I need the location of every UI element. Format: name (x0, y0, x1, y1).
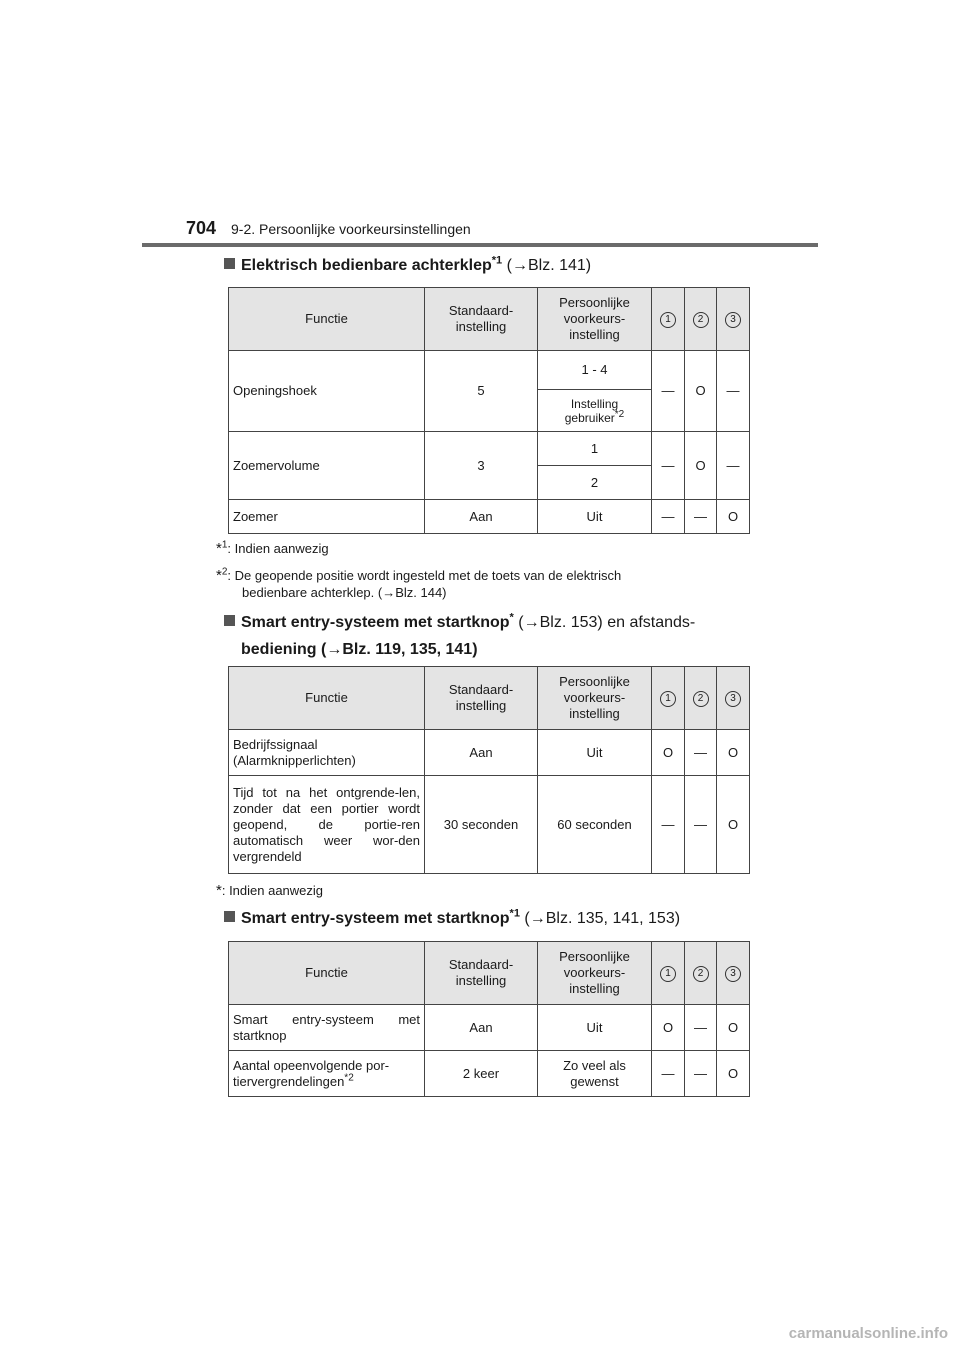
footnote-3: *: Indien aanwezig (216, 882, 324, 899)
table-smart-entry: Functie Standaard-instelling Persoonlijke voorkeurs-instelling 1 2 3 Smart entry-systeem met startknop Aan Uit O — O Aantal opeenvolgende por-tiervergrendelingen$^{*2}$ 2 keer Zo veel als gewenst — — O (228, 941, 750, 1097)
circled-2-icon: 2 (693, 966, 709, 982)
square-bullet-icon (224, 615, 235, 626)
watermark: carmanualsonline.info (788, 1325, 948, 1342)
table-row: Aantal opeenvolgende por-tiervergrendelingen$^{*2}$ 2 keer Zo veel als gewenst — — O (229, 1051, 750, 1097)
table-row: Zoemervolume 3 1 — O — (229, 432, 750, 466)
table-row: Smart entry-systeem met startknop Aan Uit O — O (229, 1005, 750, 1051)
header-standaard: Standaard-instelling (425, 288, 538, 351)
circled-1-icon: 1 (660, 312, 676, 328)
square-bullet-icon (224, 258, 235, 269)
footnote-mark: *1 (491, 254, 503, 267)
table-smart-entry-remote: Functie Standaard-instelling Persoonlijke voorkeurs-instelling 1 2 3 Bedrijfssignaal (Alarmknipperlichten) Aan Uit O — O Tijd tot na het ontgrende-len, zonder dat een portier wordt geopend, de portie-ren automatisch weer wor-den vergrendeld 30 seconden 60 seconden — — O (228, 666, 750, 874)
header-functie: Functie (229, 288, 425, 351)
table-tailgate: Functie Standaard-instelling Persoonlijke voorkeurs-instelling 1 2 3 Openingshoek 5 1 - 4 — O — Instelling gebruiker$^{*2}$ Zoemervolume 3 1 — O — 2 Zoemer Aan Uit — — O (228, 287, 750, 534)
circled-3-icon: 3 (725, 312, 741, 328)
chapter-title: 9-2. Persoonlijke voorkeursinstellingen (231, 221, 471, 237)
circled-3-icon: 3 (725, 691, 741, 707)
circled-2-icon: 2 (693, 312, 709, 328)
footnote-2: *$^2$: De geopende positie wordt ingesteld met de toets van de elektrisch bedienbare achterklep. (→Blz. 144) (216, 566, 622, 600)
table-row: Openingshoek 5 1 - 4 — O — (229, 351, 750, 390)
header-rule (142, 243, 818, 247)
square-bullet-icon (224, 911, 235, 922)
circled-3-icon: 3 (725, 966, 741, 982)
circled-1-icon: 1 (660, 691, 676, 707)
section-title: Elektrisch bedienbare achterklep (241, 257, 492, 274)
table-row: Tijd tot na het ontgrende-len, zonder dat een portier wordt geopend, de portie-ren automatisch weer wor-den vergrendeld 30 seconden 60 seconden — — O (229, 776, 750, 874)
table-row: Zoemer Aan Uit — — O (229, 500, 750, 534)
page-reference: (→Blz. 141) (506, 257, 592, 274)
circled-1-icon: 1 (660, 966, 676, 982)
section-heading-tailgate (224, 252, 748, 279)
footnote-1: *$^1$: Indien aanwezig (216, 539, 329, 557)
section-heading-smart-entry-remote: Smart entry-systeem met startknop* (→Blz. 153) en afstands- bediening (→Blz. 119, 135, 141) (224, 609, 748, 663)
circled-2-icon: 2 (693, 691, 709, 707)
table-row: Bedrijfssignaal (Alarmknipperlichten) Aan Uit O — O (229, 730, 750, 776)
section-heading-smart-entry: Smart entry-systeem met startknop$^{*1}$ (→Blz. 135, 141, 153) (224, 905, 748, 932)
header-persoonlijke: Persoonlijke voorkeurs-instelling (538, 288, 652, 351)
page-number: 704 (186, 218, 217, 238)
